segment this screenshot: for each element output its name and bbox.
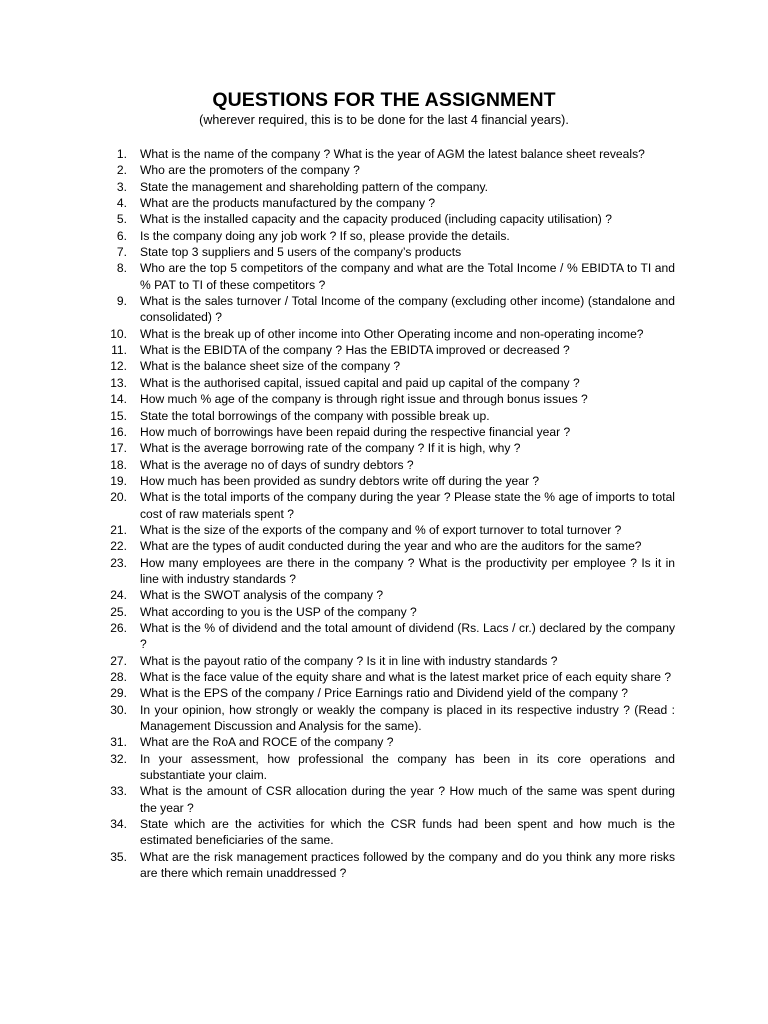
question-item [100, 620, 675, 653]
question-item [100, 375, 675, 391]
question-item [100, 358, 675, 374]
question-text: In your assessment, how professional the company has been in its core operations and substantiate your claim. [140, 751, 675, 783]
question-item [100, 604, 675, 620]
question-text: State top 3 suppliers and 5 users of the company’s products [140, 245, 462, 260]
question-item [100, 391, 675, 407]
question-number: 22. [110, 539, 127, 554]
question-item [100, 146, 675, 162]
question-item [100, 685, 675, 701]
question-item [100, 587, 675, 603]
question-number: 11. [111, 343, 127, 358]
question-item [100, 260, 675, 293]
question-list [100, 146, 675, 881]
question-text: How many employees are there in the company ? What is the productivity per employee ? Is it in line with industry standards ? [140, 555, 675, 586]
question-item [100, 734, 675, 750]
question-text: What are the risk management practices followed by the company and do you think any more risks are there which remain unaddressed ? [140, 849, 675, 881]
question-item [100, 783, 675, 816]
question-number: 6. [116, 228, 127, 243]
question-number: 26. [110, 620, 127, 635]
question-text: State the management and shareholding pattern of the company. [140, 179, 489, 194]
question-number: 28. [110, 670, 127, 684]
question-item [100, 228, 675, 244]
question-item [100, 702, 675, 735]
question-number: 31. [110, 735, 127, 750]
question-text: What is the name of the company ? What is the year of AGM the latest balance sheet reveals? [140, 147, 645, 161]
question-text: What are the RoA and ROCE of the company ? [140, 735, 394, 750]
question-text: What according to you is the USP of the company ? [140, 604, 417, 619]
question-number: 16. [110, 424, 127, 439]
question-text: Who are the top 5 competitors of the company and what are the Total Income / % EBIDTA to TI and % PAT to TI of these competitors ? [140, 261, 675, 292]
question-number: 27. [110, 653, 127, 668]
question-text: What is the payout ratio of the company ? Is it in line with industry standards ? [140, 653, 558, 668]
question-text: What are the types of audit conducted during the year and who are the auditors for the same? [140, 539, 642, 554]
question-item [100, 424, 675, 440]
question-number: 3. [116, 179, 127, 194]
question-number: 33. [110, 784, 127, 799]
question-number: 19. [110, 473, 127, 488]
question-text: What is the EPS of the company / Price Earnings ratio and Dividend yield of the company ? [140, 686, 629, 701]
question-item [100, 326, 675, 342]
question-item [100, 849, 675, 882]
question-item [100, 751, 675, 784]
question-number: 2. [116, 163, 127, 178]
question-text: What is the % of dividend and the total amount of dividend (Rs. Lacs / cr.) declared by the company ? [140, 620, 675, 652]
question-text: What is the average borrowing rate of the company ? If it is high, why ? [140, 441, 521, 456]
question-text: What is the sales turnover / Total Income of the company (excluding other income) (standalone and consolidated) ? [140, 294, 675, 325]
question-text: Is the company doing any job work ? If so, please provide the details. [140, 228, 510, 243]
question-number: 9. [116, 294, 127, 309]
question-item [100, 440, 675, 456]
page-title: QUESTIONS FOR THE ASSIGNMENT [212, 89, 556, 111]
question-text: What are the products manufactured by the company ? [140, 196, 436, 211]
question-item [100, 342, 675, 358]
question-item [100, 244, 675, 260]
question-item [100, 816, 675, 849]
question-item [100, 195, 675, 211]
question-text: How much of borrowings have been repaid during the respective financial year ? [140, 424, 571, 439]
question-number: 30. [110, 702, 127, 717]
question-item [100, 408, 675, 424]
question-item [100, 669, 675, 685]
question-number: 15. [110, 408, 127, 423]
question-item [100, 473, 675, 489]
question-text: What is the face value of the equity share and what is the latest market price of each equity share ? [140, 670, 672, 684]
question-item [100, 179, 675, 195]
question-item [100, 538, 675, 554]
question-text: What is the installed capacity and the capacity produced (including capacity utilisation) ? [140, 212, 612, 227]
page-subtitle: (wherever required, this is to be done for the last 4 financial years). [199, 113, 569, 127]
question-text: What is the SWOT analysis of the company ? [140, 588, 384, 603]
question-text: How much % age of the company is through right issue and through bonus issues ? [140, 392, 588, 407]
question-text: What is the total imports of the company during the year ? Please state the % age of imports to total cost of raw materials spent ? [140, 490, 675, 521]
question-number: 34. [110, 817, 127, 832]
question-number: 29. [110, 686, 127, 701]
question-text: What is the balance sheet size of the company ? [140, 359, 401, 374]
question-number: 14. [110, 392, 127, 407]
question-item [100, 555, 675, 588]
question-number: 13. [110, 375, 127, 390]
question-number: 5. [116, 212, 127, 227]
question-text: What is the average no of days of sundry debtors ? [140, 457, 414, 472]
question-number: 17. [110, 441, 127, 456]
question-text: What is the break up of other income into Other Operating income and non-operating income? [140, 326, 644, 341]
question-number: 7. [116, 245, 127, 260]
question-number: 32. [110, 751, 127, 766]
question-item [100, 457, 675, 473]
question-text: Who are the promoters of the company ? [140, 163, 360, 178]
question-number: 8. [116, 261, 127, 276]
question-item [100, 293, 675, 326]
question-text: State which are the activities for which the CSR funds had been spent and how much is the estimated beneficiaries of the same. [140, 817, 675, 848]
question-item [100, 162, 675, 178]
question-text: What is the EBIDTA of the company ? Has the EBIDTA improved or decreased ? [140, 343, 570, 358]
question-text: In your opinion, how strongly or weakly the company is placed in its respective industry ? (Read : Management Discussion and Analysis for the same). [140, 702, 675, 734]
question-number: 24. [110, 588, 127, 603]
question-text: What is the amount of CSR allocation during the year ? How much of the same was spent during the year ? [140, 784, 675, 815]
question-number: 12. [110, 359, 127, 374]
question-item [100, 653, 675, 669]
question-number: 18. [110, 457, 127, 472]
question-text: What is the authorised capital, issued capital and paid up capital of the company ? [140, 375, 580, 390]
question-number: 1. [116, 147, 127, 161]
question-number: 23. [110, 555, 127, 570]
question-item [100, 489, 675, 522]
question-item [100, 522, 675, 538]
question-number: 20. [110, 490, 127, 505]
question-number: 35. [110, 849, 127, 864]
question-number: 4. [116, 196, 127, 211]
question-text: What is the size of the exports of the company and % of export turnover to total turnover ? [140, 522, 622, 537]
question-number: 21. [110, 522, 127, 537]
question-text: State the total borrowings of the company with possible break up. [140, 408, 490, 423]
question-text: How much has been provided as sundry debtors write off during the year ? [140, 473, 540, 488]
question-item [100, 211, 675, 227]
question-number: 10. [110, 326, 127, 341]
question-number: 25. [110, 604, 127, 619]
